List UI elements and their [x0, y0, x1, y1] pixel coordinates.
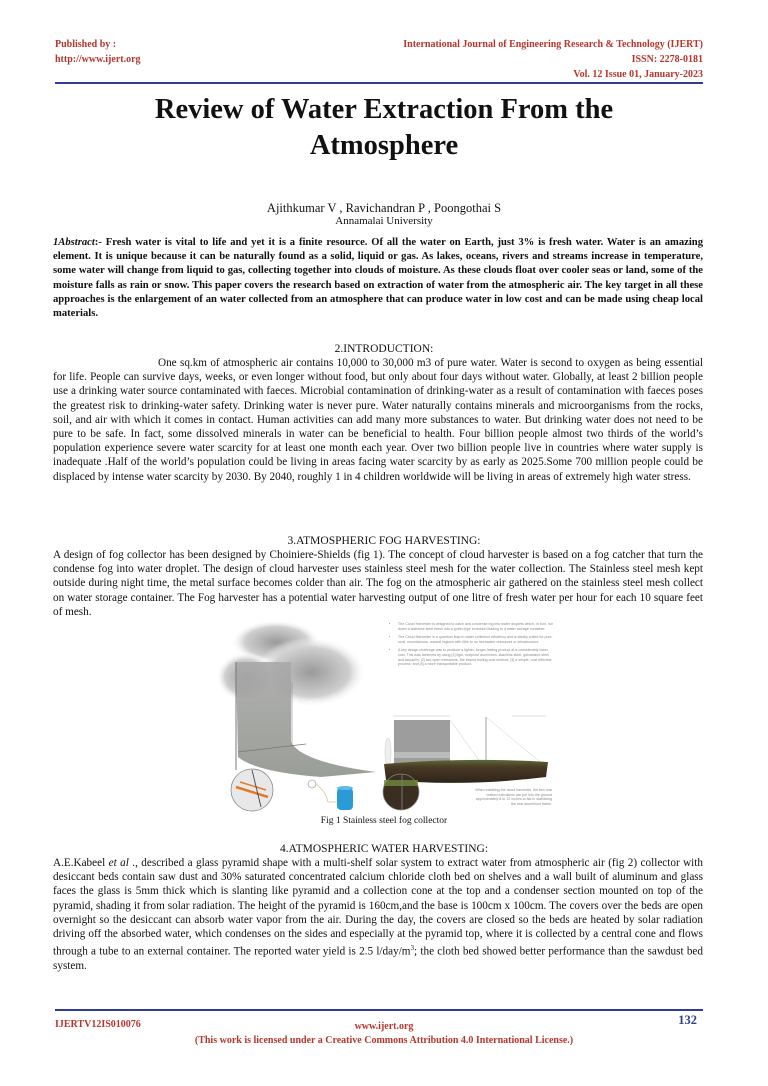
paper-id: IJERTV12IS010076	[55, 1019, 141, 1030]
figure-notes	[390, 622, 555, 671]
cited-author: A.E.Kabeel	[53, 857, 109, 869]
abstract	[53, 236, 703, 321]
journal-info-block	[403, 37, 703, 82]
section-heading-introduction: 2.INTRODUCTION:	[334, 343, 434, 355]
page-title	[60, 92, 708, 164]
license-notice: (This work is licensed under a Creative Commons Attribution 4.0 International License.)	[194, 1035, 574, 1046]
figure-caption: Fig 1 Stainless steel fog collector	[320, 816, 448, 826]
publisher-label: Published by :	[55, 39, 117, 50]
footer-divider	[55, 1009, 703, 1011]
water-harvesting-text-end: ; the cloth bed showed better performance than the sawdust bed system.	[53, 945, 703, 973]
abstract-text: Fresh water is vital to life and yet it is a finite resource. Of all the water on Earth, just 3% is fresh water. Water is an amazing element. It is unique because it can be naturally found as a solid, liquid or gas. As lakes, oceans, rivers and streams increase in temperature, some water will change from liquid to gas, collecting together into clouds of moisture. As these clouds float over cooler seas or land, some of the moisture falls as rain or snow. This paper covers the research based on extraction of water from the atmospheric air. The key target in all these approaches is the enlargement of an water collected from an atmosphere that can produce water in low cost and can be made using cheap local materials.	[53, 237, 703, 320]
header-divider	[55, 82, 703, 84]
footer-center	[0, 1020, 768, 1048]
abstract-separator: :-	[94, 237, 106, 248]
section-body-fog-harvesting: A design of fog collector has been designed by Choiniere-Shields (fig 1). The concept of cloud harvester is based on a fog catcher that turn the condense fog into water droplet. The design of cloud harvester uses stainless steel mesh for the water collection. The Stainless steel mesh kept outside during night time, the metal surface becomes colder than air. The fog on the atmospheric air gathered on the stainless steel mesh collect on water storage container. The Fog harvester has a potential water harvesting output of one litre of fresh water per hour for each 10 square feet of mesh.	[53, 549, 703, 618]
volume-issue: Vol. 12 Issue 01, January-2023	[573, 69, 703, 80]
superscript: 3	[410, 944, 415, 953]
affiliation: Annamalai University	[335, 215, 433, 227]
water-harvesting-text: ., described a glass pyramid shape with a multi-shelf solar system to extract water from atmospheric air (fig 2) collector with desiccant beds contain saw dust and 30% saturated concentrated calcium chloride cloth bed on shelves and a wall built of aluminum and glass faces the glass is 5mm thick which is slanting like pyramid and a collection cone at the top and a condenser section mounted on top of the pyramid, shading it from solar radiation. The height of the pyramid is 160cm,and the base is 100cm x 100cm. The covers over the beds are open overnight so the desiccant can absorb water vapor from the air. During the day, the covers are closed so the beds are heated by solar radiation driving off the absorbed water, which condenses on the sides and especially at the pyramid top, where it is collected by a central cone and flows through a tube to an external container. The reported water yield is 2.5 l/day/m	[53, 857, 703, 958]
title-line-2: Atmosphere	[309, 130, 459, 161]
figure-note-item: • The Cloud Harvester is a quantum leap in water collection efficiency and is ideally suited for poor, rural, mountainous, coastal regions with little to no freshwater resources or infrastructure.	[398, 635, 555, 644]
introduction-text: One sq.km of atmospheric air contains 10,000 to 30,000 m3 of pure water. Water is second to oxygen as being essential for life. People can survive days, weeks, or even longer without food, but only about four days without water. Globally, at least 2 billion people use a drinking water source contaminated with faeces. Microbial contamination of drinking-water as a result of contamination with faeces poses the greatest risk to drinking-water safety. Drinking water is never pure. Water naturally contains minerals and microorganisms from the rocks, soil, and air with which it comes in contact. Human activities can add many more substances to water. But drinking water does not need to be pure to be safe. In fact, some dissolved minerals in water can be beneficial to health. Four billion people almost two thirds of the world’s population experience severe water scarcity for at least one month each year. Over two billion people live in countries where water supply is inadequate .Half of the world’s population could be living in areas facing water scarcity by as early as 2025.Some 700 million people could be displaced by intense water scarcity by 2030. By 2040, roughly 1 in 4 children worldwide will be living in areas of extremely high water stress.	[53, 357, 703, 483]
page-number: 132	[678, 1013, 697, 1027]
publisher-block	[55, 37, 141, 67]
abstract-label: 1Abstract	[53, 237, 95, 248]
figure-note-item: • The Cloud Harvester is designed to catch and condense fog into water droplets which, in turn, run down a stainless steel mesh into a gutter-type extrusion leading to a water storage container.	[398, 622, 555, 631]
section-heading-fog-harvesting: 3.ATMOSPHERIC FOG HARVESTING:	[287, 535, 481, 547]
figure-inset-note: When installing the cloud harvester, the two rear bottom extrusions are put into the ground approximately 8 to 12 inches to aid in stabilizing the rear aluminium frame.	[475, 788, 552, 806]
journal-name: International Journal of Engineering Research & Technology (IJERT)	[403, 39, 703, 50]
section-body-introduction	[53, 356, 703, 484]
authors: Ajithkumar V , Ravichandran P , Poongothai S	[266, 201, 502, 215]
title-line-1: Review of Water Extraction From the	[154, 94, 614, 125]
et-al: et al	[108, 857, 129, 869]
section-heading-water-harvesting: 4.ATMOSPHERIC WATER HARVESTING:	[279, 843, 489, 855]
footer-url-link[interactable]: www.ijert.org	[354, 1021, 414, 1032]
issn: ISSN: 2278-0181	[631, 54, 703, 65]
figure-note-item: • A key design challenge was to produce a lighter, longer-lasting product at a considerably lower cost. This was achieved by using [1] light, rustproof aluminium, stainless steel, galvanized steel and tarpaulin; [2] two open extrusions, the lowest tooling-cost method; [3] a simple, cost effective process; and [4] a more transportable product.	[398, 648, 555, 666]
section-body-water-harvesting	[53, 856, 703, 973]
publisher-url-link[interactable]: http://www.ijert.org	[55, 54, 141, 65]
